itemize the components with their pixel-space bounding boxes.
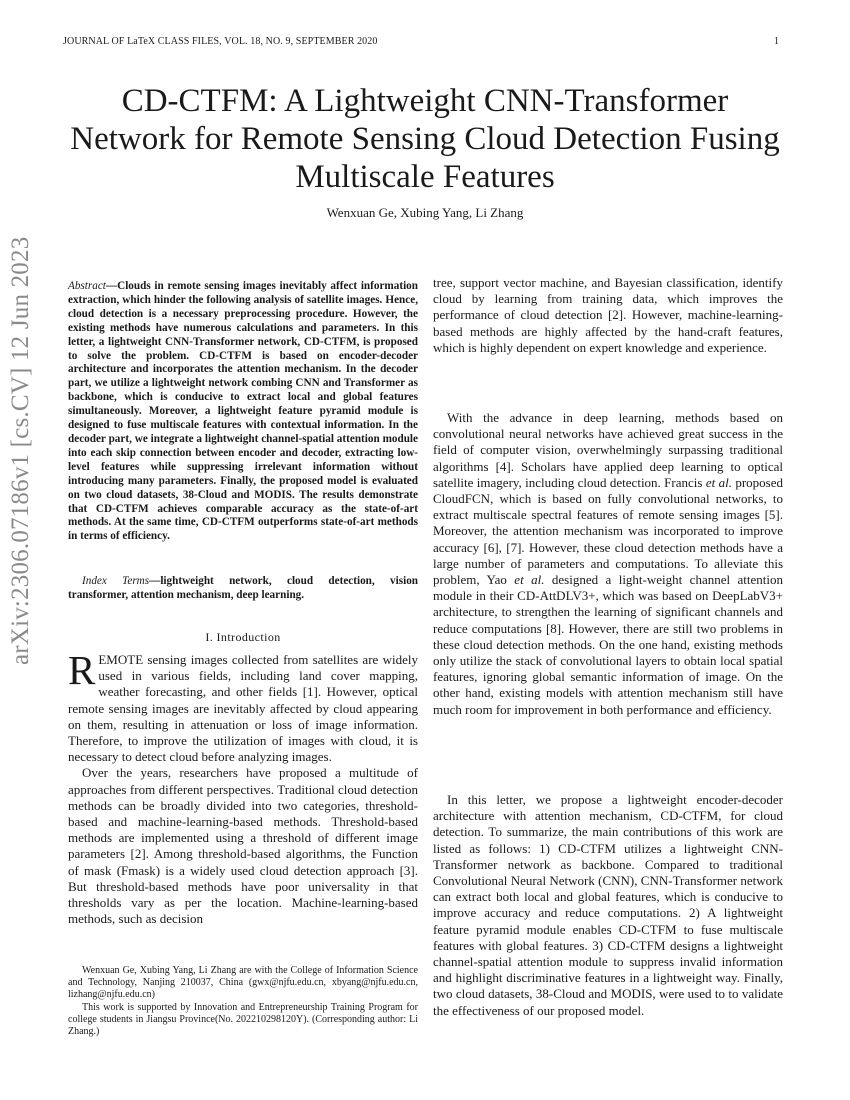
abstract [68, 280, 418, 544]
right-paragraph-3: In this letter, we propose a lightweight encoder-decoder architecture with attention mechanism, CD-CTFM, for cloud detection. To summarize, the main contributions of this work are listed as follows: 1) CD-CTFM utilizes a lightweight CNN-Transformer network as backbone. Compared to traditional Convolutional Neural Network (CNN), CNN-Transformer network can extract both local and global features, which is conducive to improve accuracy and reduce computations. 2) A lightweight feature pyramid module enables CD-CTFM to fuse multiscale features with global features. 3) CD-CTFM designs a lightweight channel-spatial attention module to suppress invalid information and highlight discriminative features in a lightweight way. Finally, two cloud datasets, 38-Cloud and MODIS, were used to to validate the effectiveness of our proposed model. [433, 792, 783, 1018]
right-paragraph-2-part-b: proposed CloudFCN, which is based on fully convolutional networks, to extract multiscale spectral features of remote sensing images [5]. Moreover, the attention mechanism was incorporated to improve accuracy [6], [7]. However, these cloud detection methods have a large number of parameters and computations. To alleviate this problem, Yao [433, 474, 783, 588]
intro-paragraph-1: EMOTE sensing images collected from satellites are widely used in various fields, including land cover mapping, weather forecasting, and other fields [1]. However, optical remote sensing images are inevitably affected by cloud appearing on them, resulting in attenuation or loss of image information. Therefore, to improve the utilization of images with cloud, it is necessary to detect cloud before analyzing images. [68, 652, 418, 765]
abstract-label: Abstract [68, 280, 106, 292]
footnote [68, 965, 418, 1038]
section-heading-introduction: I. Introduction [205, 630, 281, 644]
journal-header: JOURNAL OF LaTeX CLASS FILES, VOL. 18, NO. 9, SEPTEMBER 2020 [63, 36, 378, 47]
footnote-funding: This work is supported by Innovation and Entrepreneurship Training Program for college students in Jiangsu Province(No. 202210298120Y). (Corresponding author: Li Zhang.) [68, 1001, 418, 1038]
page-number: 1 [774, 36, 779, 47]
footnote-affiliation: Wenxuan Ge, Xubing Yang, Li Zhang are with the College of Information Science and Technology, Nanjing 210037, China (gwx@njfu.edu.cn, xbyang@njfu.edu.cn, lizhang@njfu.edu.cn) [68, 965, 418, 1001]
index-terms-label: Index Terms [82, 575, 150, 587]
arxiv-side-label: arXiv:2306.07186v1 [cs.CV] 12 Jun 2023 [7, 236, 34, 665]
paper-title: CD-CTFM: A Lightweight CNN-Transformer Network for Remote Sensing Cloud Detection Fusing Multiscale Features [70, 83, 780, 195]
paper-authors: Wenxuan Ge, Xubing Yang, Li Zhang [326, 205, 524, 220]
abstract-text: —Clouds in remote sensing images inevitably affect information extraction, which hinder the following analysis of satellite images. Hence, cloud detection is a necessary preprocessing procedure. However, the existing methods have numerous calculations and parameters. In this letter, a lightweight CNN-Transformer network, CD-CTFM, is proposed to solve the problem. CD-CTFM is based on encoder-decoder architecture and incorporates the attention mechanism. In the decoder part, we utilize a lightweight network combing CNN and Transformer as backbone, which is conducive to extract local and global features simultaneously. Moreover, a lightweight feature pyramid module is designed to fuse multiscale features with contextual information. In the decoder part, we integrate a lightweight channel-spatial attention module into each skip connection between encoder and decoder, extracting low-level features while suppressing irrelevant information without introducing many parameters. Finally, the proposed model is evaluated on two cloud datasets, 38-Cloud and MODIS. The results demonstrate that CD-CTFM achieves comparable accuracy as the state-of-art methods. At the same time, CD-CTFM outperforms state-of-art methods in terms of efficiency. [68, 280, 418, 543]
right-paragraph-2-part-a: With the advance in deep learning, methods based on convolutional neural networks have achieved great success in the field of computer vision, overwhelmingly surpassing traditional algorithms [4]. Scholars have applied deep learning to optical satellite imagery, including cloud detection. Francis [433, 410, 783, 490]
index-terms-text: —lightweight network, cloud detection, vision transformer, attention mechanism, deep learning. [68, 575, 419, 601]
intro-paragraph-2: Over the years, researchers have proposed a multitude of approaches from different perspectives. Traditional cloud detection methods can be broadly divided into two categories, threshold-based and machine-learning-based methods. Threshold-based methods are implemented using a threshold of different image parameters [2]. Among threshold-based algorithms, the Function of mask (Fmask) is a widely used cloud detection approach [3]. But threshold-based methods have poor universality in that thresholds vary as per the location. Machine-learning-based methods, such as decision [68, 765, 418, 927]
dropcap-letter: R [68, 647, 96, 693]
et-al-citation: et al. [705, 474, 732, 490]
right-paragraph-1: tree, support vector machine, and Bayesian classification, identify cloud by learning from training data, which improves the performance of cloud detection [2]. However, machine-learning-based methods are highly affected by the hand-craft features, which is highly dependent on expert knowledge and experience. [433, 275, 783, 355]
right-paragraph-2-part-c: designed a light-weight channel attention module in their CD-AttDLV3+, which was based on DeepLabV3+ architecture, to strengthen the learning of significant channels and reduce computations [8]. However, there are still two problems in these cloud detection methods. On the one hand, existing methods only utilize the stack of convolutional layers to obtain local spatial features, ignoring global semantic information of image. On the other hand, existing models with attention mechanism still have much room for improvement in both performance and efficiency. [433, 572, 784, 717]
index-terms [68, 575, 418, 603]
et-al-citation: et al. [514, 572, 545, 588]
introduction-body [68, 647, 418, 927]
right-paragraph-2 [433, 410, 783, 718]
